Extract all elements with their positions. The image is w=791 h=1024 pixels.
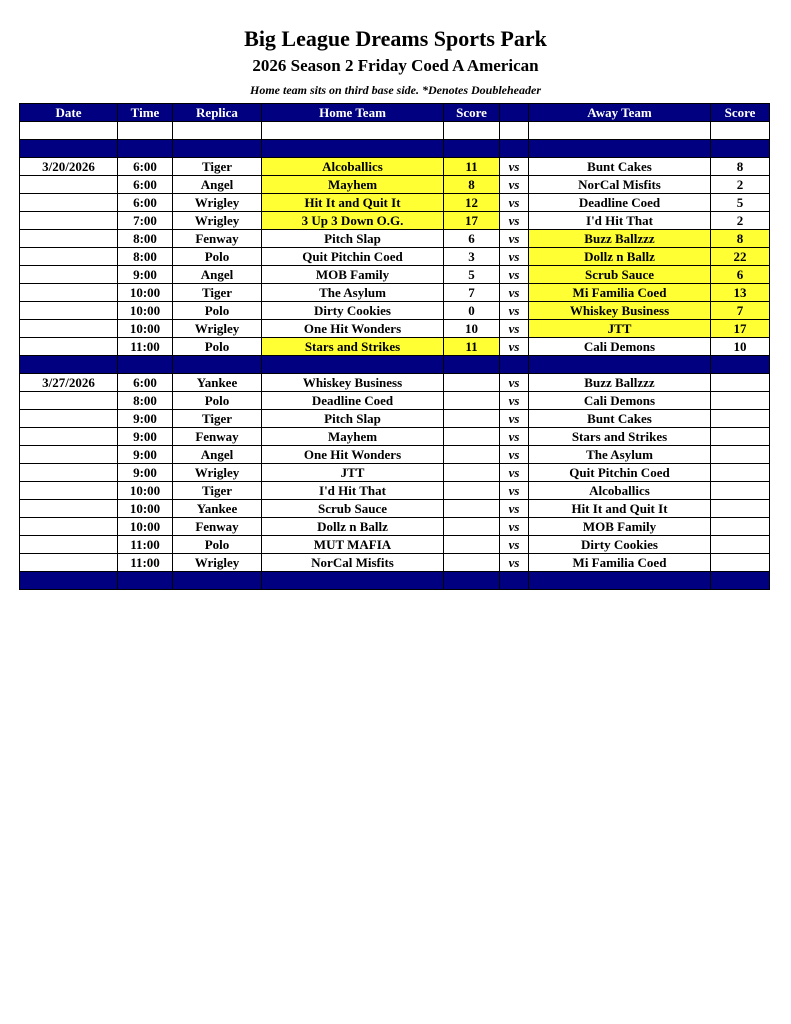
date-cell: 3/20/2026	[20, 158, 118, 176]
away-score-cell: 17	[711, 320, 770, 338]
separator-cell	[500, 572, 529, 590]
away-team-cell: Bunt Cakes	[529, 158, 711, 176]
home-score-cell: 12	[444, 194, 500, 212]
home-team-cell: Quit Pitchin Coed	[262, 248, 444, 266]
vs-cell: vs	[500, 176, 529, 194]
separator-cell	[173, 140, 262, 158]
home-score-cell: 7	[444, 284, 500, 302]
home-score-cell	[444, 374, 500, 392]
game-row	[20, 446, 770, 464]
date-cell	[20, 194, 118, 212]
vs-cell: vs	[500, 500, 529, 518]
separator-cell	[444, 572, 500, 590]
game-row	[20, 536, 770, 554]
time-cell: 6:00	[118, 176, 173, 194]
blank-cell	[118, 122, 173, 140]
replica-cell: Yankee	[173, 374, 262, 392]
replica-cell: Angel	[173, 266, 262, 284]
separator-cell	[711, 356, 770, 374]
away-score-cell	[711, 536, 770, 554]
date-cell	[20, 554, 118, 572]
time-cell: 11:00	[118, 338, 173, 356]
time-cell: 11:00	[118, 554, 173, 572]
replica-cell: Wrigley	[173, 464, 262, 482]
vs-cell: vs	[500, 158, 529, 176]
vs-cell: vs	[500, 230, 529, 248]
replica-cell: Polo	[173, 302, 262, 320]
vs-cell: vs	[500, 320, 529, 338]
blank-row	[20, 122, 770, 140]
date-cell	[20, 212, 118, 230]
game-row	[20, 464, 770, 482]
away-team-cell: Buzz Ballzzz	[529, 230, 711, 248]
home-team-cell: Pitch Slap	[262, 410, 444, 428]
game-row	[20, 482, 770, 500]
date-cell	[20, 410, 118, 428]
time-cell: 9:00	[118, 446, 173, 464]
replica-cell: Wrigley	[173, 194, 262, 212]
separator-cell	[500, 140, 529, 158]
separator-cell	[262, 140, 444, 158]
replica-cell: Angel	[173, 176, 262, 194]
home-team-cell: Pitch Slap	[262, 230, 444, 248]
time-cell: 10:00	[118, 284, 173, 302]
date-cell	[20, 392, 118, 410]
game-row	[20, 518, 770, 536]
away-team-cell: MOB Family	[529, 518, 711, 536]
game-row	[20, 320, 770, 338]
vs-cell: vs	[500, 482, 529, 500]
date-cell	[20, 230, 118, 248]
separator-cell	[173, 572, 262, 590]
time-cell: 7:00	[118, 212, 173, 230]
time-cell: 9:00	[118, 410, 173, 428]
time-cell: 8:00	[118, 392, 173, 410]
away-score-cell	[711, 482, 770, 500]
replica-cell: Wrigley	[173, 554, 262, 572]
separator-cell	[529, 572, 711, 590]
home-score-cell: 6	[444, 230, 500, 248]
home-team-cell: One Hit Wonders	[262, 320, 444, 338]
time-cell: 10:00	[118, 482, 173, 500]
game-row	[20, 158, 770, 176]
home-team-cell: Dollz n Ballz	[262, 518, 444, 536]
home-score-cell: 3	[444, 248, 500, 266]
away-score-cell: 7	[711, 302, 770, 320]
home-team-cell: MOB Family	[262, 266, 444, 284]
away-team-cell: Mi Familia Coed	[529, 554, 711, 572]
game-row	[20, 338, 770, 356]
away-team-cell: Scrub Sauce	[529, 266, 711, 284]
separator-cell	[118, 572, 173, 590]
game-row	[20, 284, 770, 302]
away-team-cell: Alcoballics	[529, 482, 711, 500]
vs-cell: vs	[500, 212, 529, 230]
vs-cell: vs	[500, 248, 529, 266]
separator-cell	[500, 356, 529, 374]
blank-cell	[262, 122, 444, 140]
time-cell: 9:00	[118, 266, 173, 284]
home-score-cell: 5	[444, 266, 500, 284]
time-cell: 6:00	[118, 374, 173, 392]
time-cell: 10:00	[118, 320, 173, 338]
away-score-cell	[711, 554, 770, 572]
away-score-cell: 13	[711, 284, 770, 302]
replica-cell: Wrigley	[173, 320, 262, 338]
replica-cell: Fenway	[173, 428, 262, 446]
vs-cell: vs	[500, 338, 529, 356]
blank-cell	[20, 122, 118, 140]
replica-cell: Polo	[173, 392, 262, 410]
schedule-body	[20, 122, 770, 590]
home-score-cell	[444, 392, 500, 410]
home-team-cell: Whiskey Business	[262, 374, 444, 392]
home-team-cell: Dirty Cookies	[262, 302, 444, 320]
date-cell	[20, 248, 118, 266]
away-team-cell: NorCal Misfits	[529, 176, 711, 194]
away-score-cell: 6	[711, 266, 770, 284]
date-cell	[20, 266, 118, 284]
time-cell: 8:00	[118, 248, 173, 266]
separator-cell	[173, 356, 262, 374]
time-cell: 11:00	[118, 536, 173, 554]
home-score-cell: 11	[444, 158, 500, 176]
game-row	[20, 194, 770, 212]
home-score-cell: 0	[444, 302, 500, 320]
blank-cell	[173, 122, 262, 140]
home-score-cell: 10	[444, 320, 500, 338]
blank-cell	[711, 122, 770, 140]
home-score-cell	[444, 482, 500, 500]
game-row	[20, 428, 770, 446]
away-score-cell	[711, 428, 770, 446]
away-score-cell: 8	[711, 230, 770, 248]
date-cell: 3/27/2026	[20, 374, 118, 392]
date-cell	[20, 338, 118, 356]
replica-cell: Wrigley	[173, 212, 262, 230]
replica-cell: Yankee	[173, 500, 262, 518]
col-header-home-score: Score	[444, 104, 500, 122]
away-team-cell: Mi Familia Coed	[529, 284, 711, 302]
blank-cell	[444, 122, 500, 140]
col-header-vs	[500, 104, 529, 122]
time-cell: 9:00	[118, 464, 173, 482]
home-score-cell	[444, 518, 500, 536]
time-cell: 10:00	[118, 518, 173, 536]
vs-cell: vs	[500, 518, 529, 536]
vs-cell: vs	[500, 554, 529, 572]
away-team-cell: The Asylum	[529, 446, 711, 464]
separator-cell	[529, 356, 711, 374]
replica-cell: Fenway	[173, 518, 262, 536]
col-header-home-team: Home Team	[262, 104, 444, 122]
game-row	[20, 554, 770, 572]
game-row	[20, 302, 770, 320]
separator-cell	[118, 356, 173, 374]
away-score-cell: 2	[711, 212, 770, 230]
vs-cell: vs	[500, 536, 529, 554]
vs-cell: vs	[500, 464, 529, 482]
away-team-cell: Dirty Cookies	[529, 536, 711, 554]
away-team-cell: JTT	[529, 320, 711, 338]
away-score-cell: 2	[711, 176, 770, 194]
home-team-cell: JTT	[262, 464, 444, 482]
vs-cell: vs	[500, 392, 529, 410]
home-team-cell: Scrub Sauce	[262, 500, 444, 518]
away-score-cell	[711, 410, 770, 428]
home-score-cell	[444, 428, 500, 446]
game-row	[20, 230, 770, 248]
vs-cell: vs	[500, 284, 529, 302]
replica-cell: Tiger	[173, 410, 262, 428]
separator-cell	[529, 140, 711, 158]
col-header-time: Time	[118, 104, 173, 122]
away-score-cell	[711, 446, 770, 464]
away-score-cell: 10	[711, 338, 770, 356]
vs-cell: vs	[500, 266, 529, 284]
away-team-cell: Buzz Ballzzz	[529, 374, 711, 392]
away-team-cell: Cali Demons	[529, 392, 711, 410]
time-cell: 10:00	[118, 302, 173, 320]
separator-cell	[20, 140, 118, 158]
home-score-cell: 8	[444, 176, 500, 194]
blank-cell	[529, 122, 711, 140]
away-score-cell: 5	[711, 194, 770, 212]
separator-row	[20, 140, 770, 158]
replica-cell: Angel	[173, 446, 262, 464]
away-team-cell: Bunt Cakes	[529, 410, 711, 428]
away-score-cell	[711, 392, 770, 410]
home-team-cell: Deadline Coed	[262, 392, 444, 410]
separator-row	[20, 572, 770, 590]
home-score-cell	[444, 446, 500, 464]
date-cell	[20, 428, 118, 446]
blank-cell	[500, 122, 529, 140]
away-score-cell	[711, 500, 770, 518]
away-score-cell	[711, 374, 770, 392]
away-score-cell: 8	[711, 158, 770, 176]
separator-cell	[118, 140, 173, 158]
date-cell	[20, 518, 118, 536]
game-row	[20, 176, 770, 194]
time-cell: 6:00	[118, 194, 173, 212]
home-team-cell: 3 Up 3 Down O.G.	[262, 212, 444, 230]
game-row	[20, 392, 770, 410]
home-score-cell	[444, 410, 500, 428]
vs-cell: vs	[500, 374, 529, 392]
time-cell: 9:00	[118, 428, 173, 446]
col-header-away-team: Away Team	[529, 104, 711, 122]
time-cell: 10:00	[118, 500, 173, 518]
replica-cell: Tiger	[173, 284, 262, 302]
home-team-cell: One Hit Wonders	[262, 446, 444, 464]
replica-cell: Tiger	[173, 482, 262, 500]
replica-cell: Polo	[173, 536, 262, 554]
home-score-cell	[444, 536, 500, 554]
away-team-cell: I'd Hit That	[529, 212, 711, 230]
separator-cell	[262, 356, 444, 374]
away-team-cell: Deadline Coed	[529, 194, 711, 212]
col-header-away-score: Score	[711, 104, 770, 122]
separator-cell	[444, 140, 500, 158]
away-score-cell	[711, 464, 770, 482]
vs-cell: vs	[500, 194, 529, 212]
home-score-cell: 17	[444, 212, 500, 230]
date-cell	[20, 302, 118, 320]
home-score-cell	[444, 500, 500, 518]
separator-cell	[262, 572, 444, 590]
date-cell	[20, 464, 118, 482]
away-score-cell: 22	[711, 248, 770, 266]
date-cell	[20, 320, 118, 338]
game-row	[20, 248, 770, 266]
date-cell	[20, 482, 118, 500]
home-score-cell: 11	[444, 338, 500, 356]
page-subtitle: 2026 Season 2 Friday Coed A American	[252, 56, 539, 75]
away-team-cell: Dollz n Ballz	[529, 248, 711, 266]
date-cell	[20, 446, 118, 464]
separator-cell	[711, 572, 770, 590]
game-row	[20, 410, 770, 428]
time-cell: 6:00	[118, 158, 173, 176]
date-cell	[20, 500, 118, 518]
replica-cell: Tiger	[173, 158, 262, 176]
separator-cell	[20, 572, 118, 590]
date-cell	[20, 536, 118, 554]
separator-cell	[444, 356, 500, 374]
header-row	[20, 104, 770, 122]
col-header-replica: Replica	[173, 104, 262, 122]
home-score-cell	[444, 554, 500, 572]
home-team-cell: Alcoballics	[262, 158, 444, 176]
home-team-cell: Hit It and Quit It	[262, 194, 444, 212]
vs-cell: vs	[500, 446, 529, 464]
separator-row	[20, 356, 770, 374]
separator-cell	[20, 356, 118, 374]
home-team-cell: I'd Hit That	[262, 482, 444, 500]
replica-cell: Polo	[173, 248, 262, 266]
replica-cell: Fenway	[173, 230, 262, 248]
home-team-cell: Mayhem	[262, 176, 444, 194]
away-team-cell: Quit Pitchin Coed	[529, 464, 711, 482]
time-cell: 8:00	[118, 230, 173, 248]
date-cell	[20, 284, 118, 302]
away-team-cell: Cali Demons	[529, 338, 711, 356]
separator-cell	[711, 140, 770, 158]
away-team-cell: Stars and Strikes	[529, 428, 711, 446]
vs-cell: vs	[500, 302, 529, 320]
home-team-cell: MUT MAFIA	[262, 536, 444, 554]
away-team-cell: Hit It and Quit It	[529, 500, 711, 518]
home-team-cell: Stars and Strikes	[262, 338, 444, 356]
vs-cell: vs	[500, 428, 529, 446]
home-score-cell	[444, 464, 500, 482]
game-row	[20, 374, 770, 392]
schedule-table	[19, 103, 770, 590]
date-cell	[20, 176, 118, 194]
replica-cell: Polo	[173, 338, 262, 356]
schedule-note: Home team sits on third base side. *Denotes Doubleheader	[250, 83, 541, 97]
away-score-cell	[711, 518, 770, 536]
home-team-cell: Mayhem	[262, 428, 444, 446]
col-header-date: Date	[20, 104, 118, 122]
away-team-cell: Whiskey Business	[529, 302, 711, 320]
game-row	[20, 266, 770, 284]
page-title: Big League Dreams Sports Park	[244, 26, 547, 51]
home-team-cell: NorCal Misfits	[262, 554, 444, 572]
game-row	[20, 500, 770, 518]
game-row	[20, 212, 770, 230]
vs-cell: vs	[500, 410, 529, 428]
home-team-cell: The Asylum	[262, 284, 444, 302]
